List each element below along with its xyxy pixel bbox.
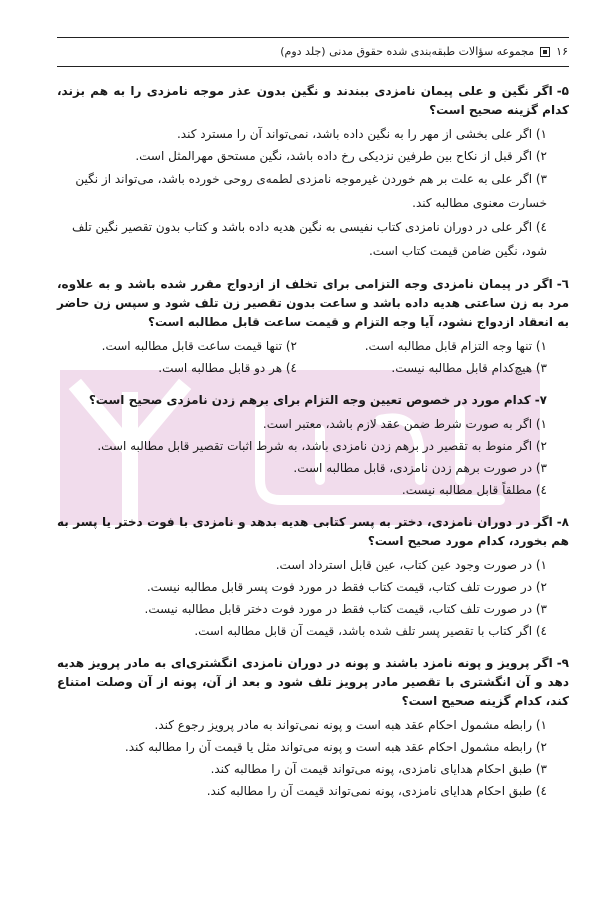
option-3[interactable]: ۳) در صورت تلف کتاب، قیمت کتاب فقط در مورد فوت دختر قابل مطالبه نیست. <box>144 602 547 616</box>
option-2[interactable]: ۲) در صورت تلف کتاب، قیمت کتاب فقط در مورد فوت پسر قابل مطالبه نیست. <box>146 580 547 594</box>
option-1[interactable]: ۱) رابطه مشمول احکام عقد هبه است و پونه نمی‌تواند به مادر پرویز رجوع کند. <box>154 718 547 732</box>
option-3[interactable]: ۳) طبق احکام هدایای نامزدی، پونه می‌تواند قیمت آن را مطالبه کند. <box>210 762 547 776</box>
option-1[interactable]: ۱) اگر به صورت شرط ضمن عقد لازم باشد، معتبر است. <box>262 417 547 431</box>
option-4[interactable]: ٤) اگر علی در دوران نامزدی کتاب نفیسی به نگین هدیه داده باشد و کتاب بدون تقصیر نگین تلف شود، نگین ضامن قیمت کتاب است. <box>71 220 547 258</box>
option-2[interactable]: ۲) اگر قبل از نکاح بین طرفین نزدیکی رخ داده باشد، نگین مستحق مهرالمثل است. <box>135 149 547 163</box>
option-1[interactable]: ۱) در صورت وجود عین کتاب، عین قابل استرداد است. <box>275 558 547 572</box>
option-2[interactable]: ۲) رابطه مشمول احکام عقد هبه است و پونه می‌تواند مثل یا قیمت آن را مطالبه کند. <box>124 740 547 754</box>
option-4[interactable]: ٤) مطلقاً قابل مطالبه نیست. <box>401 483 547 497</box>
option-4[interactable]: ٤) هر دو قابل مطالبه است. <box>158 361 297 375</box>
question-8 <box>57 513 569 642</box>
option-2[interactable]: ۲) اگر منوط به تقصیر در برهم زدن نامزدی باشد، به شرط اثبات تقصیر قابل مطالبه است. <box>97 439 547 453</box>
question-5 <box>57 82 569 263</box>
question-stem: ۹-اگر پرویز و پونه نامزد باشند و پونه در دوران نامزدی انگشتری‌ای به مادر پرویز هدیه دهد و آن انگشتری با تقصیر مادر پرویز تلف شود و بعد از آن، پونه از آن وصلت امتناع کند، کدام گزینه صحیح است؟ <box>57 656 569 708</box>
option-1[interactable]: ۱) تنها وجه التزام قابل مطالبه است. <box>364 339 547 353</box>
option-3[interactable]: ۳) اگر علی به علت بر هم خوردن غیرموجه نامزدی لطمه‌ی روحی خورده باشد، می‌تواند از نگین خسارت معنوی مطالبه کند. <box>75 172 547 210</box>
question-stem: ۸-اگر در دوران نامزدی، دختر به پسر کتابی هدیه بدهد و نامزدی با فوت دختر یا پسر به هم بخورد، کدام مورد صحیح است؟ <box>57 515 569 548</box>
question-stem: ۵-اگر نگین و علی پیمان نامزدی ببندند و نگین بدون عذر موجه نامزدی را به هم بزند، کدام گزینه صحیح است؟ <box>57 84 569 117</box>
option-2[interactable]: ۲) تنها قیمت ساعت قابل مطالبه است. <box>101 339 297 353</box>
option-4[interactable]: ٤) طبق احکام هدایای نامزدی، پونه نمی‌تواند قیمت آن را مطالبه کند. <box>206 784 547 798</box>
question-stem: ۷-کدام مورد در خصوص تعیین وجه التزام برای برهم زدن نامزدی صحیح است؟ <box>88 393 547 407</box>
option-4[interactable]: ٤) اگر کتاب با تقصیر پسر تلف شده باشد، قیمت آن قابل مطالبه است. <box>194 624 547 638</box>
question-6 <box>57 275 569 379</box>
option-1[interactable]: ۱) اگر علی بخشی از مهر را به نگین داده باشد، نمی‌تواند آن را مسترد کند. <box>176 127 547 141</box>
option-3[interactable]: ۳) هیچ‌کدام قابل مطالبه نیست. <box>391 361 547 375</box>
question-9 <box>57 654 569 802</box>
page-number: ۱۶ <box>556 45 568 58</box>
book-title: مجموعه سؤالات طبقه‌بندی شده حقوق مدنی (جلد دوم) <box>280 45 535 58</box>
question-stem: ٦-اگر در پیمان نامزدی وجه التزامی برای تخلف از ازدواج مقرر شده باشد و به علاوه، مرد به زن ساعتی هدیه داده باشد و ساعت بدون تقصیر زن تلف شود و سپس زن حاضر به انعقاد ازدواج نشود، آیا وجه التزام و قیمت ساعت قابل مطالبه است؟ <box>57 277 569 329</box>
page-content <box>57 0 569 834</box>
option-3[interactable]: ۳) در صورت برهم زدن نامزدی، قابل مطالبه است. <box>293 461 547 475</box>
question-7 <box>57 391 569 501</box>
